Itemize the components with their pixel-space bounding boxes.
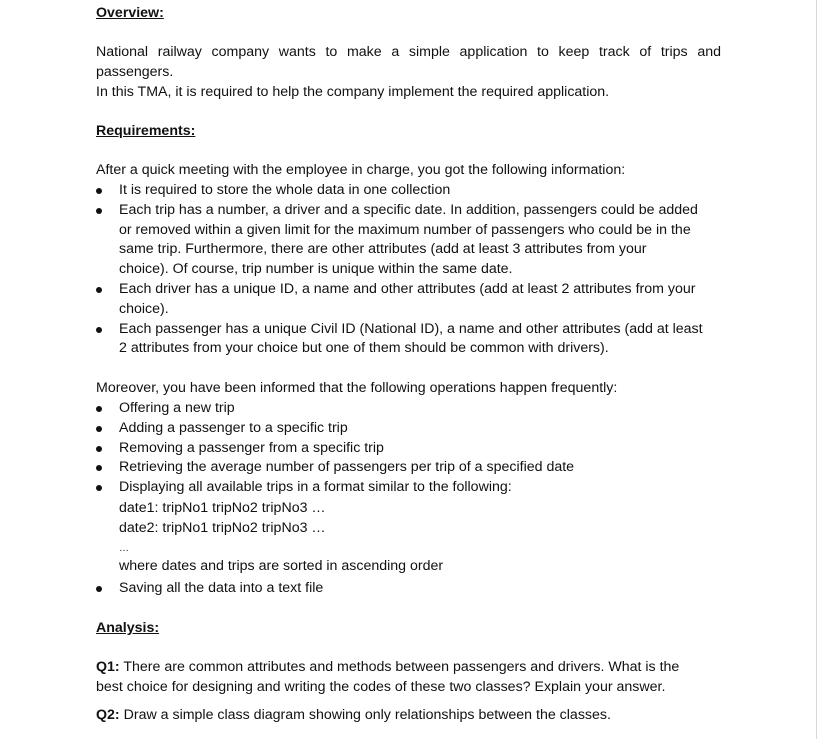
- list-item: [96, 181, 721, 201]
- list-item-line: Each passenger has a unique Civil ID (National ID), a name and other attributes (add at least: [119, 320, 703, 337]
- list-item: [96, 478, 721, 498]
- list-item-line: 2 attributes from your choice but one of them should be common with drivers).: [119, 340, 609, 357]
- overview-line-2: passengers.: [96, 63, 174, 80]
- list-item: [96, 280, 721, 320]
- list-item-line: choice).: [119, 300, 169, 317]
- list-item: [96, 399, 721, 419]
- format-note: where dates and trips are sorted in ascending order: [119, 557, 444, 574]
- bullet-icon: [96, 485, 102, 491]
- bullet-icon: [96, 465, 102, 471]
- bullet-icon: [96, 208, 102, 214]
- list-item-line: same trip. Furthermore, there are other attributes (add at least 3 attributes from your: [119, 241, 647, 258]
- list-item: [96, 201, 721, 280]
- question-2-line: [96, 706, 721, 726]
- overview-line-1: National railway company wants to make a simple application to keep track of trips and: [96, 44, 721, 60]
- question-2-label: Q2:: [96, 707, 120, 723]
- list-item: [96, 439, 721, 459]
- bullet-icon: [96, 446, 102, 452]
- list-item-line: Retrieving the average number of passengers per trip of a specified date: [119, 459, 575, 476]
- bullet-icon: [96, 406, 102, 412]
- analysis-heading: Analysis:: [96, 620, 160, 636]
- question-1: [96, 658, 721, 698]
- list-item-line: Removing a passenger from a specific trip: [119, 439, 384, 456]
- format-ellipsis: …: [119, 542, 129, 554]
- list-item: [96, 419, 721, 439]
- list-item-line: choice). Of course, trip number is unique within the same date.: [119, 261, 513, 278]
- format-line: date2: tripNo1 tripNo2 tripNo3 …: [119, 519, 326, 536]
- question-1-label: Q1:: [96, 659, 120, 675]
- overview-paragraph: [96, 43, 721, 102]
- question-1-line-1: [96, 658, 721, 678]
- bullet-icon: [96, 188, 102, 194]
- list-item-line: Adding a passenger to a specific trip: [119, 419, 348, 436]
- list-item-line: or removed within a given limit for the maximum number of passengers who could be in the: [119, 221, 691, 238]
- question-1-line-2: best choice for designing and writing the codes of these two classes? Explain your answer.: [96, 678, 666, 695]
- trip-format-example: [96, 499, 721, 576]
- operations-intro-text: Moreover, you have been informed that the following operations happen frequently:: [96, 380, 618, 396]
- page-edge: [816, 0, 817, 739]
- list-item: [96, 320, 721, 360]
- question-1-text: There are common attributes and methods between passengers and drivers. What is the: [119, 659, 680, 675]
- operations-list-continued: [96, 579, 721, 599]
- bullet-icon: [96, 586, 102, 592]
- format-line: date1: tripNo1 tripNo2 tripNo3 …: [119, 500, 326, 516]
- list-item-line: It is required to store the whole data in one collection: [119, 182, 451, 198]
- bullet-icon: [96, 426, 102, 432]
- question-2-text: Draw a simple class diagram showing only relationships between the classes.: [119, 707, 611, 723]
- bullet-icon: [96, 287, 102, 293]
- overview-line-3: In this TMA, it is required to help the company implement the required application.: [96, 83, 610, 100]
- question-2: [96, 706, 721, 726]
- operations-list: [96, 399, 721, 498]
- requirements-list: [96, 181, 721, 359]
- list-item-line: Saving all the data into a text file: [119, 580, 324, 596]
- requirements-intro-text: After a quick meeting with the employee in charge, you got the following information:: [96, 162, 626, 178]
- list-item-line: Offering a new trip: [119, 400, 235, 416]
- list-item-line: Each driver has a unique ID, a name and other attributes (add at least 2 attributes from your: [119, 280, 696, 297]
- operations-intro: [96, 379, 721, 399]
- overview-heading: Overview:: [96, 5, 164, 21]
- list-item: [96, 579, 721, 599]
- list-item-line: Displaying all available trips in a format similar to the following:: [119, 479, 512, 496]
- requirements-heading: Requirements:: [96, 123, 196, 139]
- list-item: [96, 458, 721, 478]
- requirements-intro: [96, 161, 721, 181]
- bullet-icon: [96, 327, 102, 333]
- list-item-line: Each trip has a number, a driver and a specific date. In addition, passengers could be added: [119, 201, 698, 218]
